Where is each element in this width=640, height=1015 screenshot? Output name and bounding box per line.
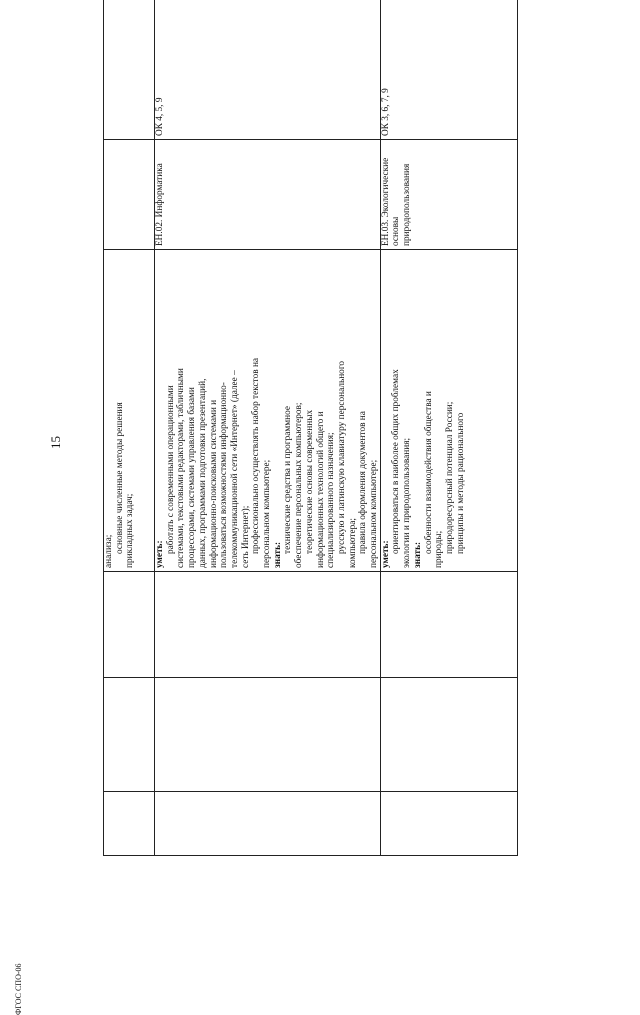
requirement-line: природы; — [434, 530, 445, 568]
rotated-table-container — [103, 38, 501, 856]
requirement-line: сеть Интернет); — [240, 505, 251, 568]
table-row — [104, 0, 155, 856]
page-number: 15 — [48, 436, 63, 449]
table-row — [380, 0, 517, 856]
requirements-cell — [155, 250, 381, 572]
requirement-line: теоретические основы современных — [304, 409, 315, 554]
requirement-line: системами, текстовыми редакторами, табличными — [176, 368, 187, 568]
requirement-line: анализа; — [104, 534, 114, 568]
table-cell-empty — [104, 792, 155, 856]
requirement-line: русскую и латинскую клавиатуру персонального — [336, 360, 347, 554]
table-cell-empty — [104, 572, 155, 678]
discipline-cell: ЕН.03. Экологические основы природопользования — [380, 140, 517, 250]
table-cell-empty — [155, 678, 381, 792]
table-cell-empty — [155, 792, 381, 856]
requirement-line: компьютера; — [347, 518, 358, 568]
requirement-line: профессионально осуществлять набор текстов на — [251, 357, 262, 554]
requirement-line: работать с современными операционными — [165, 385, 176, 554]
requirement-line: процессорами, системами управления базами — [187, 387, 198, 568]
table-cell-empty — [104, 678, 155, 792]
table-cell-empty — [380, 572, 517, 678]
requirement-line: персональном компьютере; — [369, 459, 380, 568]
requirements-cell — [104, 250, 155, 572]
section-heading: знать: — [272, 541, 283, 568]
requirement-line: телекоммуникационной сети «Интернет» (далее – — [229, 370, 240, 568]
discipline-cell — [104, 140, 155, 250]
requirement-line: экологии и природопользования; — [402, 437, 413, 568]
section-heading: знать: — [412, 541, 423, 568]
requirement-line: прикладных задач; — [125, 493, 136, 568]
competencies-cell — [104, 0, 155, 140]
requirement-line: природоресурсный потенциал России; — [444, 401, 455, 554]
requirement-line: персональном компьютере; — [262, 459, 273, 568]
requirement-line: специализированного назначения; — [326, 432, 337, 568]
requirement-line: особенности взаимодействия общества и — [423, 391, 434, 554]
table-row — [155, 0, 381, 856]
requirement-line: технические средства и программное — [283, 406, 294, 554]
requirement-line: информационно-поисковыми системами и — [208, 399, 219, 568]
requirement-line: ориентироваться в наиболее общих проблемах — [391, 369, 402, 554]
competencies-cell: ОК 4, 5, 9 — [155, 0, 381, 140]
table-cell-empty — [380, 678, 517, 792]
competency-table — [103, 0, 518, 856]
requirement-line: обеспечение персональных компьютеров; — [294, 402, 305, 568]
table-cell-empty — [155, 572, 381, 678]
section-heading: уметь: — [155, 540, 165, 568]
requirement-line: данных, программами подготовки презентаций, — [197, 378, 208, 568]
discipline-cell: ЕН.02. Информатика — [155, 140, 381, 250]
requirement-line: пользоваться возможностями информационно- — [219, 382, 230, 568]
table-cell-empty — [380, 792, 517, 856]
competencies-cell: ОК 3, 6, 7, 9 — [380, 0, 517, 140]
requirement-line: принципы и методы рационального — [455, 412, 466, 554]
section-heading: уметь: — [380, 540, 391, 568]
requirement-line: основные численные методы решения — [114, 402, 125, 554]
requirements-cell — [380, 250, 517, 572]
requirement-line: информационных технологий общего и — [315, 411, 326, 568]
requirement-line: правила оформления документов на — [358, 411, 369, 554]
footer-document-code: ФГОС СПО-06 — [14, 963, 23, 1015]
